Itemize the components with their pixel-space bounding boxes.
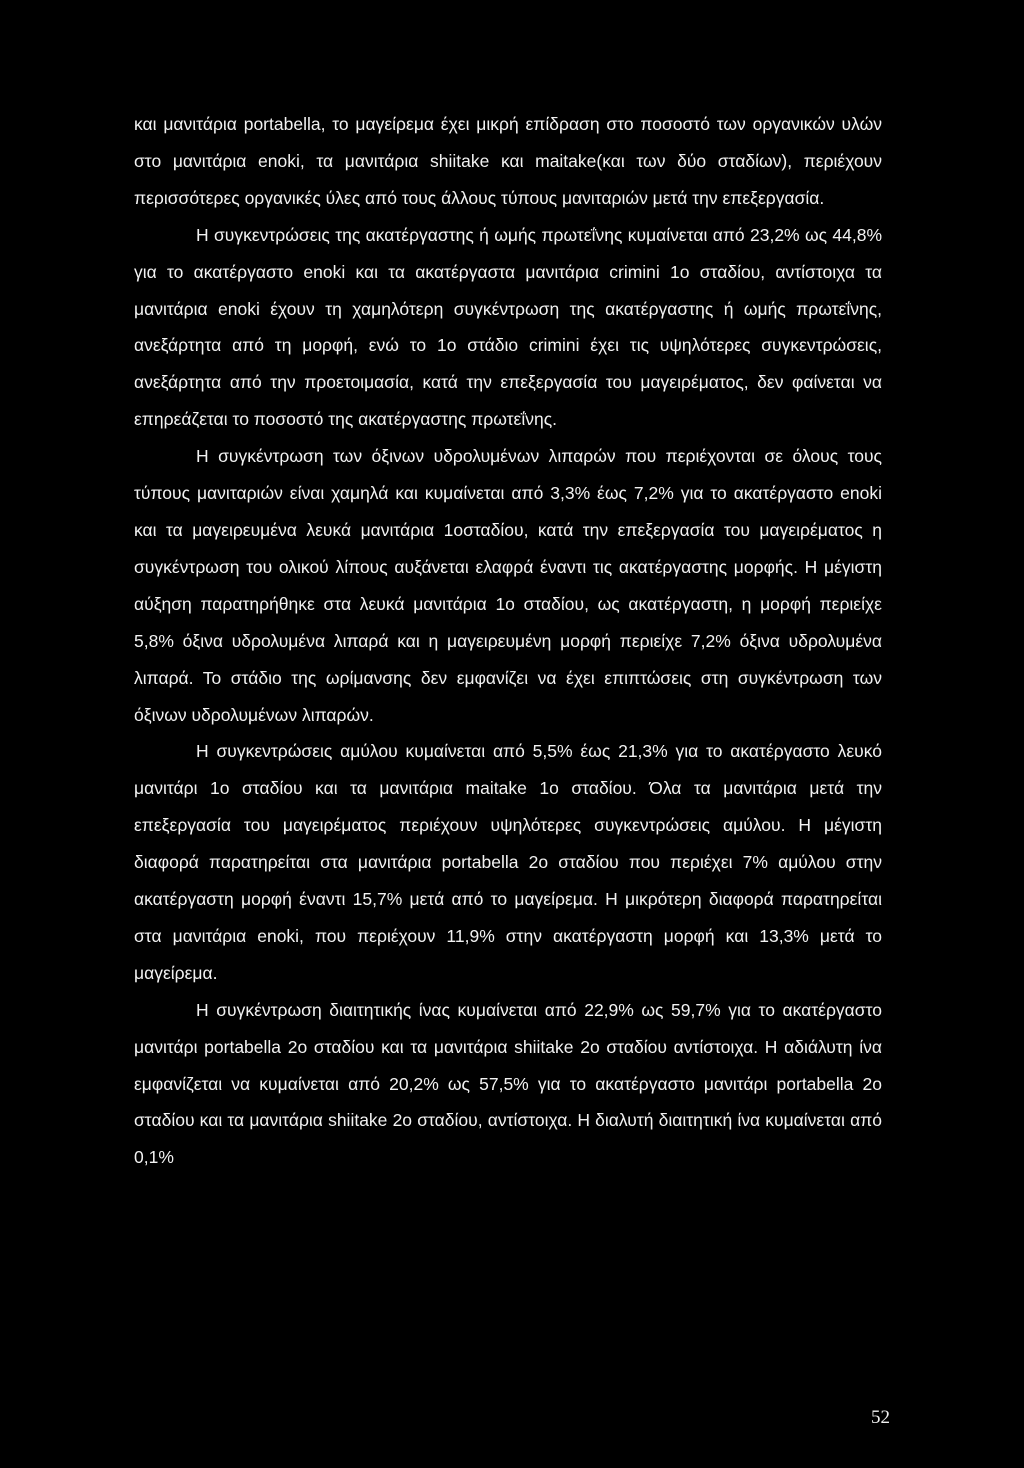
- paragraph-4: Η συγκεντρώσεις αμύλου κυμαίνεται από 5,5% έως 21,3% για το ακατέργαστο λευκό μανιτάρι 1ο σταδίου και τα μανιτάρια maitake 1ο σταδίου. Όλα τα μανιτάρια μετά την επεξεργασία του μαγειρέματος περιέχουν υψηλότερες συγκεντρώσεις αμύλου. Η μέγιστη διαφορά παρατηρείται στα μανιτάρια portabella 2ο σταδίου που περιέχει 7% αμύλου στην ακατέργαστη μορφή έναντι 15,7% μετά από το μαγείρεμα. Η μικρότερη διαφορά παρατηρείται στα μανιτάρια enoki, που περιέχουν 11,9% στην ακατέργαστη μορφή και 13,3% μετά το μαγείρεμα.: [134, 741, 882, 983]
- paragraph-5: Η συγκέντρωση διαιτητικής ίνας κυμαίνεται από 22,9% ως 59,7% για το ακατέργαστο μανιτάρι portabella 2ο σταδίου και τα μανιτάρια shiitake 2ο σταδίου αντίστοιχα. Η αδιάλυτη ίνα εμφανίζεται να κυμαίνεται από 20,2% ως 57,5% για το ακατέργαστο μανιτάρι portabella 2ο σταδίου και τα μανιτάρια shiitake 2ο σταδίου, αντίστοιχα. Η διαλυτή διαιτητική ίνα κυμαίνεται από 0,1%: [134, 999, 882, 1168]
- paragraph-1: και μανιτάρια portabella, το μαγείρεμα έχει μικρή επίδραση στο ποσοστό των οργανικών υλών στο μανιτάρια enoki, τα μανιτάρια shiitake και maitake(και των δύο σταδίων), περιέχουν περισσότερες οργανικές ύλες από τους άλλους τύπους μανιταριών μετά την επεξεργασία.: [134, 114, 882, 208]
- paragraph-2: Η συγκεντρώσεις της ακατέργαστης ή ωμής πρωτεΐνης κυμαίνεται από 23,2% ως 44,8% για το ακατέργαστο enoki και τα ακατέργαστα μανιτάρια crimini 1ο σταδίου, αντίστοιχα τα μανιτάρια enoki έχουν τη χαμηλότερη συγκέντρωση της ακατέργαστης ή ωμής πρωτεΐνης, ανεξάρτητα από τη μορφή, ενώ το 1ο στάδιο crimini έχει τις υψηλότερες συγκεντρώσεις, ανεξάρτητα από την προετοιμασία, κατά την επεξεργασία του μαγειρέματος, δεν φαίνεται να επηρεάζεται το ποσοστό της ακατέργαστης πρωτεΐνης.: [134, 224, 882, 430]
- document-body: [134, 106, 882, 1176]
- page-number: 52: [871, 1407, 890, 1428]
- paragraph-3: Η συγκέντρωση των όξινων υδρολυμένων λιπαρών που περιέχονται σε όλους τους τύπους μανιταριών είναι χαμηλά και κυμαίνεται από 3,3% έως 7,2% για το ακατέργαστο enoki και τα μαγειρευμένα λευκά μανιτάρια 1οσταδίου, κατά την επεξεργασία του μαγειρέματος η συγκέντρωση του ολικού λίπους αυξάνεται ελαφρά έναντι τις ακατέργαστης μορφής. Η μέγιστη αύξηση παρατηρήθηκε στα λευκά μανιτάρια 1ο σταδίου, ως ακατέργαστη, η μορφή περιείχε 5,8% όξινα υδρολυμένα λιπαρά και η μαγειρευμένη μορφή περιείχε 7,2% όξινα υδρολυμένα λιπαρά. Το στάδιο της ωρίμανσης δεν εμφανίζει να έχει επιπτώσεις στη συγκέντρωση των όξινων υδρολυμένων λιπαρών.: [134, 446, 882, 725]
